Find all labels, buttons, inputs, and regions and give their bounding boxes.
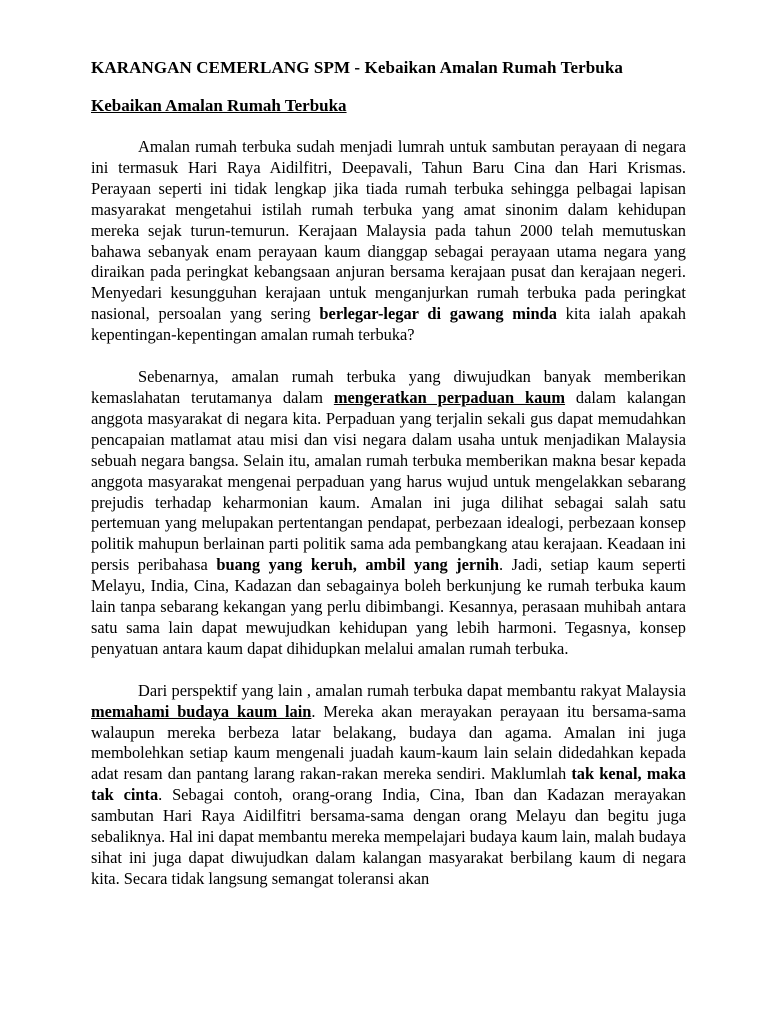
emphasis-phrase: berlegar-legar di gawang minda: [319, 304, 557, 324]
text-run: . Sebagai contoh, orang-orang India, Cina, Iban dan Kadazan merayakan sambutan Hari Raya Aidilfitri bersama-sama dengan orang Melayu dan begitu juga sebaliknya. Hal ini dapat membantu mereka mempelajari budaya kaum lain, malah budaya sihat ini juga dapat diwujudkan dalam kalangan masyarakat berbilang kaum di negara kita. Secara tidak langsung semangat toleransi akan: [91, 785, 686, 888]
emphasis-phrase: buang yang keruh, ambil yang jernih: [216, 555, 499, 575]
emphasis-phrase: mengeratkan perpaduan kaum: [333, 387, 566, 407]
document-title: KARANGAN CEMERLANG SPM - Kebaikan Amalan Rumah Terbuka: [91, 58, 624, 77]
document-body: [91, 137, 686, 890]
document-heading: Kebaikan Amalan Rumah Terbuka: [91, 96, 347, 115]
text-run: Sebenarnya, amalan rumah terbuka yang diwujudkan banyak memberikan kemaslahatan terutamanya dalam: [91, 367, 686, 407]
text-run: dalam kalangan anggota masyarakat di negara kita. Perpaduan yang terjalin sekali gus dapat memudahkan pencapaian matlamat atau misi dan visi negara dalam usaha untuk menjadikan Malaysia sebuah negara bangsa. Selain itu, amalan rumah terbuka memberikan makna besar kepada anggota masyarakat mengenai perpaduan yang harus wujud untuk mengelakkan sebarang prejudis terhadap keharmonian kaum. Amalan ini juga dilihat sebagai salah satu pertemuan yang melupakan pertentangan pendapat, perbezaan idealogi, perbezaan konsep politik mahupun berlainan parti politik sama ada pembangkang atau kerajaan. Keadaan ini persis peribahasa: [91, 387, 686, 575]
text-run: . Jadi, setiap kaum seperti Melayu, India, Cina, Kadazan dan sebagainya boleh berkunjung ke rumah terbuka kaum lain tanpa sebarang kekangan yang perlu dibimbangi. Kesannya, perasaan muhibah antara satu sama lain dapat mewujudkan kehidupan yang lebih harmoni. Tegasnya, konsep penyatuan antara kaum dapat dihidupkan melalui amalan rumah terbuka.: [91, 555, 686, 658]
emphasis-phrase: tak kenal, maka tak cinta: [91, 764, 686, 805]
paragraph: [91, 681, 686, 890]
paragraph: [91, 367, 686, 660]
text-run: kita ialah apakah kepentingan-kepentingan amalan rumah terbuka?: [91, 304, 686, 345]
text-run: Dari perspektif yang lain , amalan rumah terbuka dapat membantu rakyat Malaysia: [138, 680, 686, 700]
emphasis-phrase: memahami budaya kaum lain: [91, 701, 312, 721]
text-run: Amalan rumah terbuka sudah menjadi lumrah untuk sambutan perayaan di negara ini termasuk Hari Raya Aidilfitri, Deepavali, Tahun Baru Cina dan Hari Krismas. Perayaan seperti ini tidak lengkap jika tiada rumah terbuka sehingga pelbagai lapisan masyarakat mengetahui istilah rumah terbuka yang amat sinonim dalam kehidupan mereka sejak turun-temurun. Kerajaan Malaysia pada tahun 2000 telah memutuskan bahawa sebanyak enam perayaan kaum dianggap sebagai perayaan utama negara yang diraikan pada peringkat kebangsaan anjuran bersama kerajaan pusat dan kerajaan negeri. Menyedari kesungguhan kerajaan untuk menganjurkan rumah terbuka pada peringkat nasional, persoalan yang sering: [91, 137, 686, 324]
text-run: . Mereka akan merayakan perayaan itu bersama-sama walaupun mereka berbeza latar belakang, budaya dan agama. Amalan ini juga membolehkan setiap kaum mengenali juadah kaum-kaum lain selain didedahkan kepada adat resam dan pantang larang rakan-rakan mereka sendiri. Maklumlah: [91, 701, 686, 784]
paragraph: [91, 137, 686, 346]
